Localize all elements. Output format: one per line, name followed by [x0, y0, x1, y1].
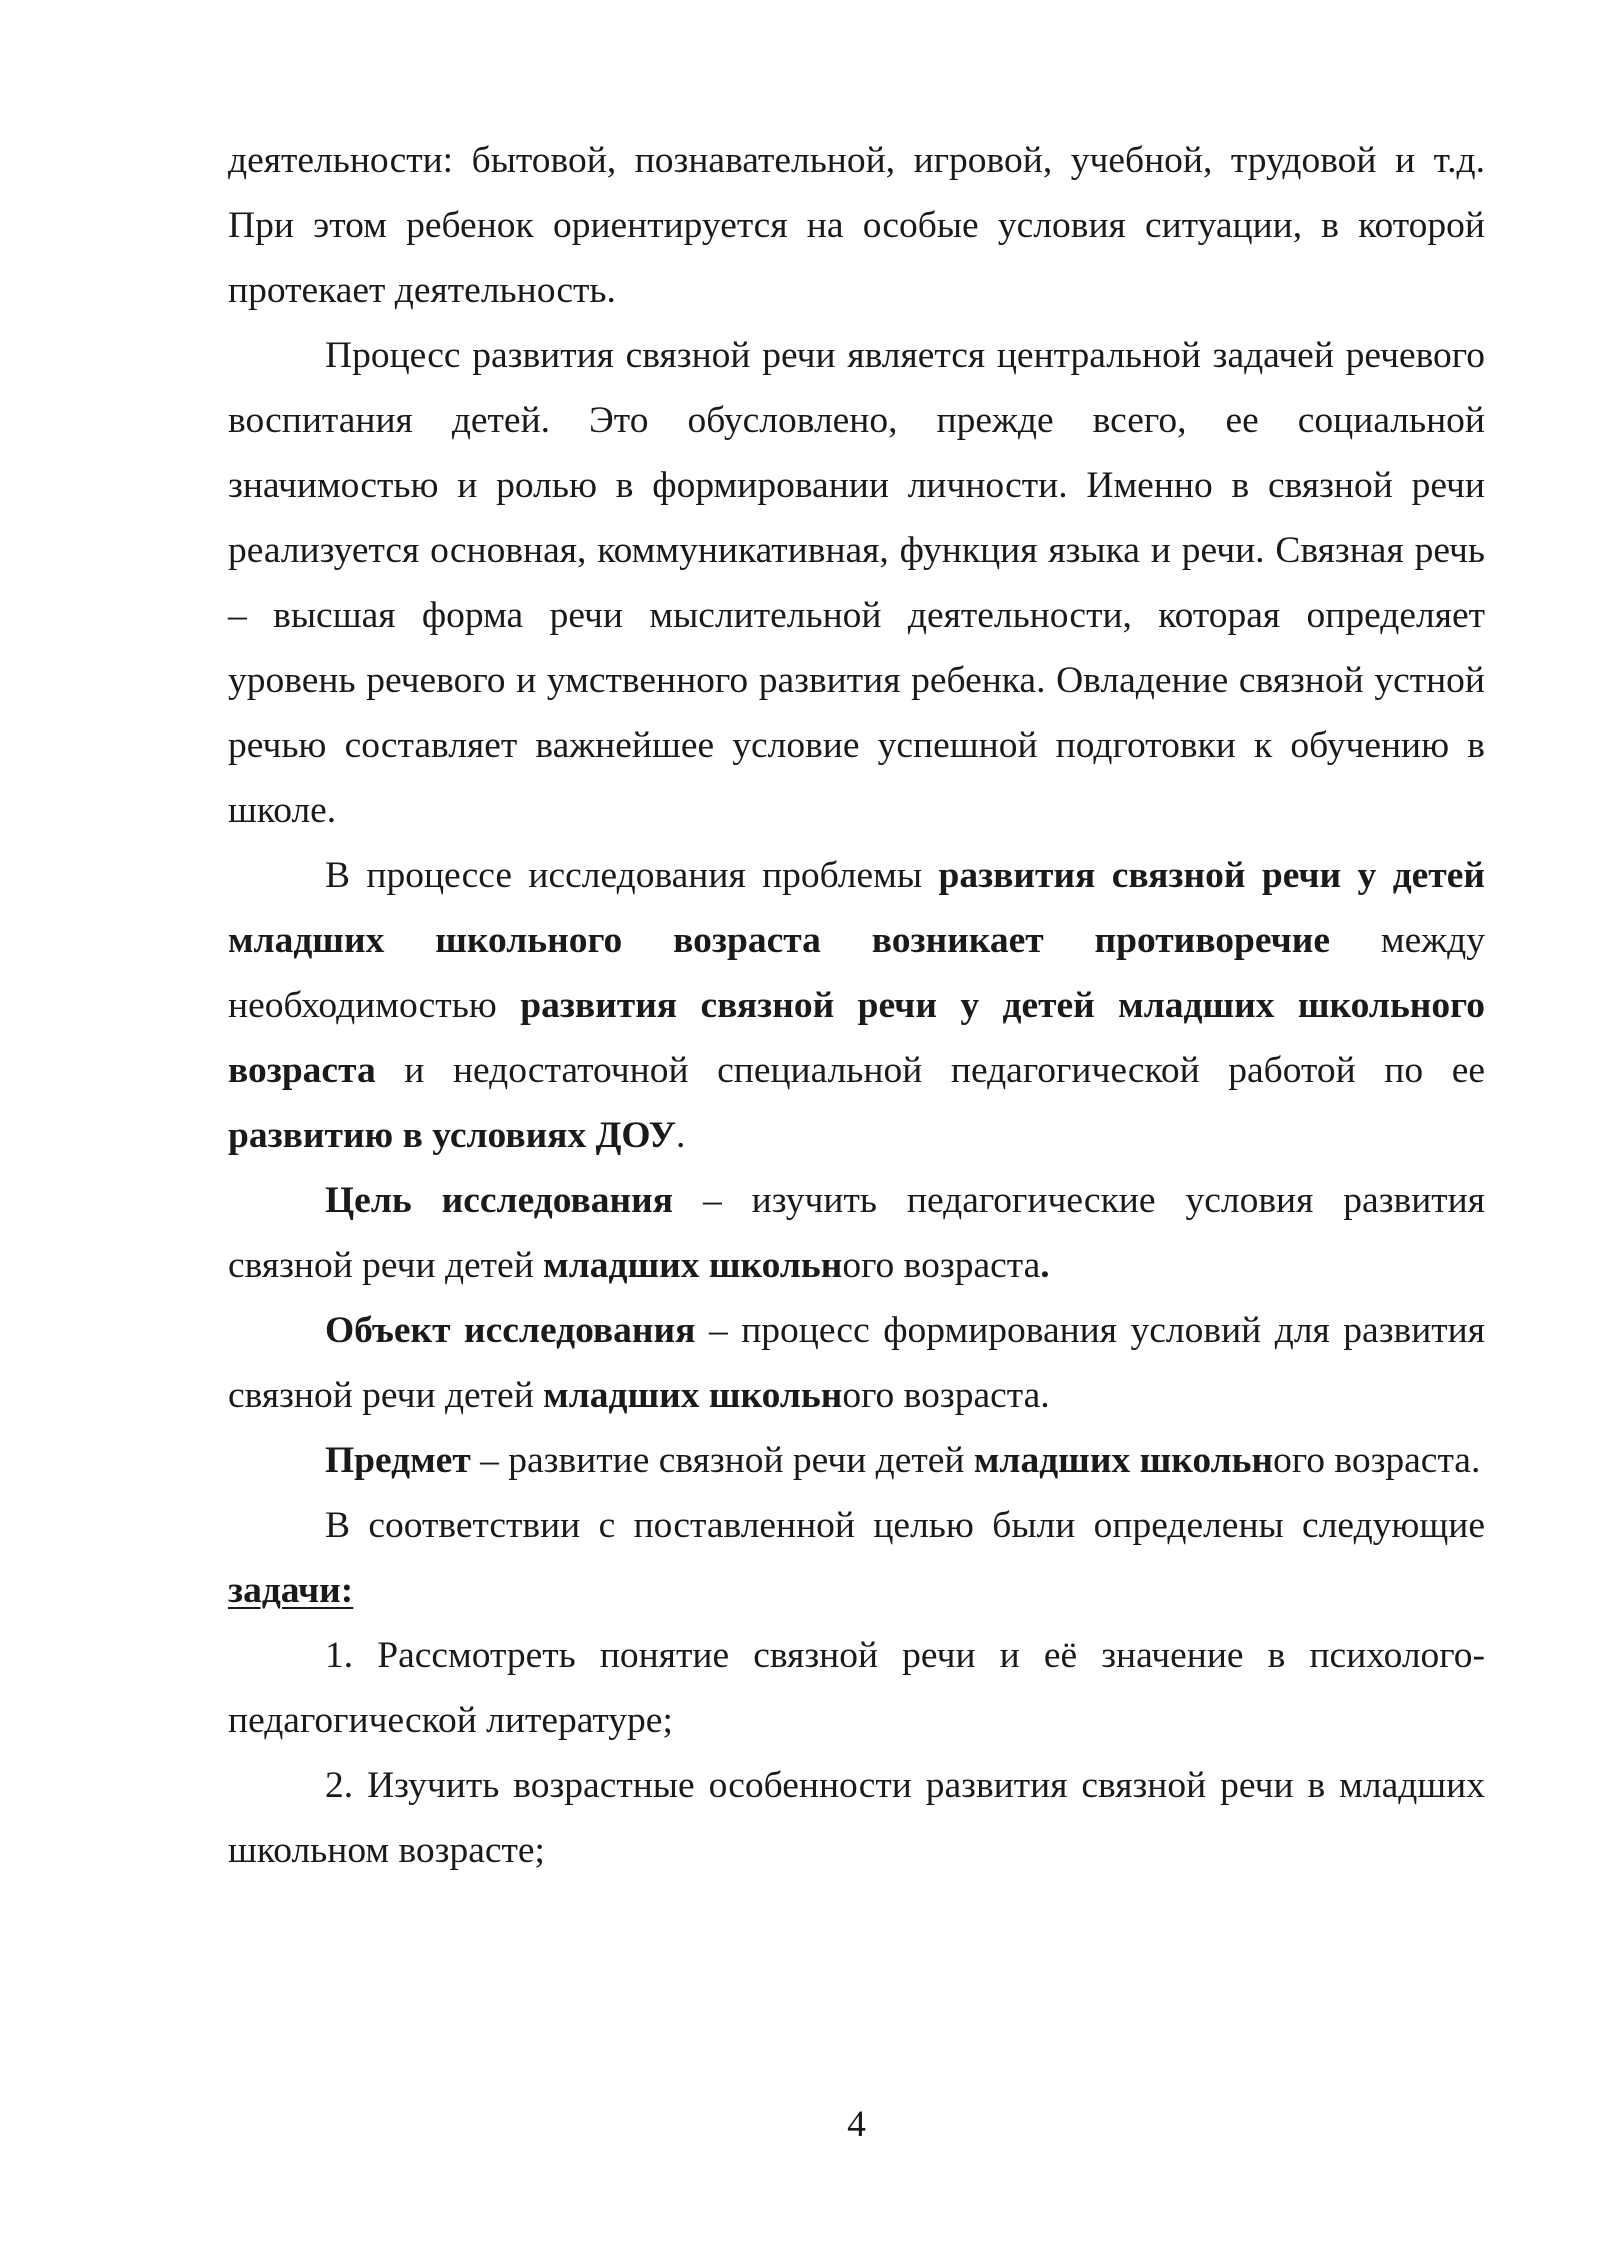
bold-text-run: младших школьн	[973, 1440, 1274, 1481]
text-run: 1. Рассмотреть понятие связной речи и её значение в психолого-педагогической литературе;	[228, 1635, 1485, 1741]
text-run: .	[675, 1115, 686, 1156]
bold-text-run: задачи:	[228, 1570, 354, 1611]
bold-text-run: Объект исследования	[325, 1310, 696, 1351]
text-run: и недостаточной специальной педагогической работой по ее	[375, 1050, 1485, 1091]
text-run: – процесс формирования условий для развития связной речи детей	[228, 1310, 1485, 1416]
text-run: Процесс развития связной речи является центральной задачей речевого воспитания детей. Это обусловлено, прежде всего, ее социальной значимостью и ролью в формировании личности. Именно в связной речи реализуется основная, коммуникативная, функция языка и речи. Связная речь – высшая форма речи мыслительной деятельности, которая определяет уровень речевого и умственного развития ребенка. Овладение связной устной речью составляет важнейшее условие успешной подготовки к обучению в школе.	[228, 335, 1485, 831]
body-text	[228, 128, 1485, 1883]
paragraph	[228, 128, 1485, 323]
paragraph	[228, 1428, 1485, 1493]
bold-text-run: младших школьн	[543, 1375, 843, 1416]
text-run: – изучить педагогические условия развития связной речи детей	[228, 1180, 1485, 1286]
paragraph	[228, 1298, 1485, 1428]
bold-text-run: развития связной речи у детей младших школьного возраста	[228, 985, 1485, 1091]
bold-text-run: .	[1040, 1245, 1050, 1286]
text-run: между необходимостью	[228, 920, 1485, 1026]
text-run: В соответствии с поставленной целью были определены следующие	[325, 1505, 1485, 1546]
bold-text-run: младших школьн	[543, 1245, 843, 1286]
text-run: ого возраста.	[1273, 1440, 1481, 1481]
text-run: 2. Изучить возрастные особенности развития связной речи в младших школьном возрасте;	[228, 1765, 1485, 1871]
paragraph	[228, 1753, 1485, 1883]
bold-text-run: развития связной речи у детей младших школьного возраста возникает противоречие	[228, 855, 1485, 961]
page-number: 4	[847, 2104, 866, 2145]
bold-text-run: Цель исследования	[325, 1180, 674, 1221]
text-run: деятельности: бытовой, познавательной, игровой, учебной, трудовой и т.д. При этом ребенок ориентируется на особые условия ситуации, в которой протекает деятельность.	[228, 140, 1485, 311]
paragraph	[228, 1623, 1485, 1753]
paragraph	[228, 1168, 1485, 1298]
text-run: ого возраста.	[842, 1375, 1050, 1416]
paragraph	[228, 323, 1485, 843]
bold-text-run: Предмет	[325, 1440, 471, 1481]
bold-text-run: развитию в условиях ДОУ	[228, 1115, 676, 1156]
paragraph	[228, 1493, 1485, 1623]
text-run: ого возраста	[842, 1245, 1041, 1286]
text-run: – развитие связной речи детей	[470, 1440, 974, 1481]
text-run: В процессе исследования проблемы	[325, 855, 939, 896]
paragraph	[228, 843, 1485, 1168]
